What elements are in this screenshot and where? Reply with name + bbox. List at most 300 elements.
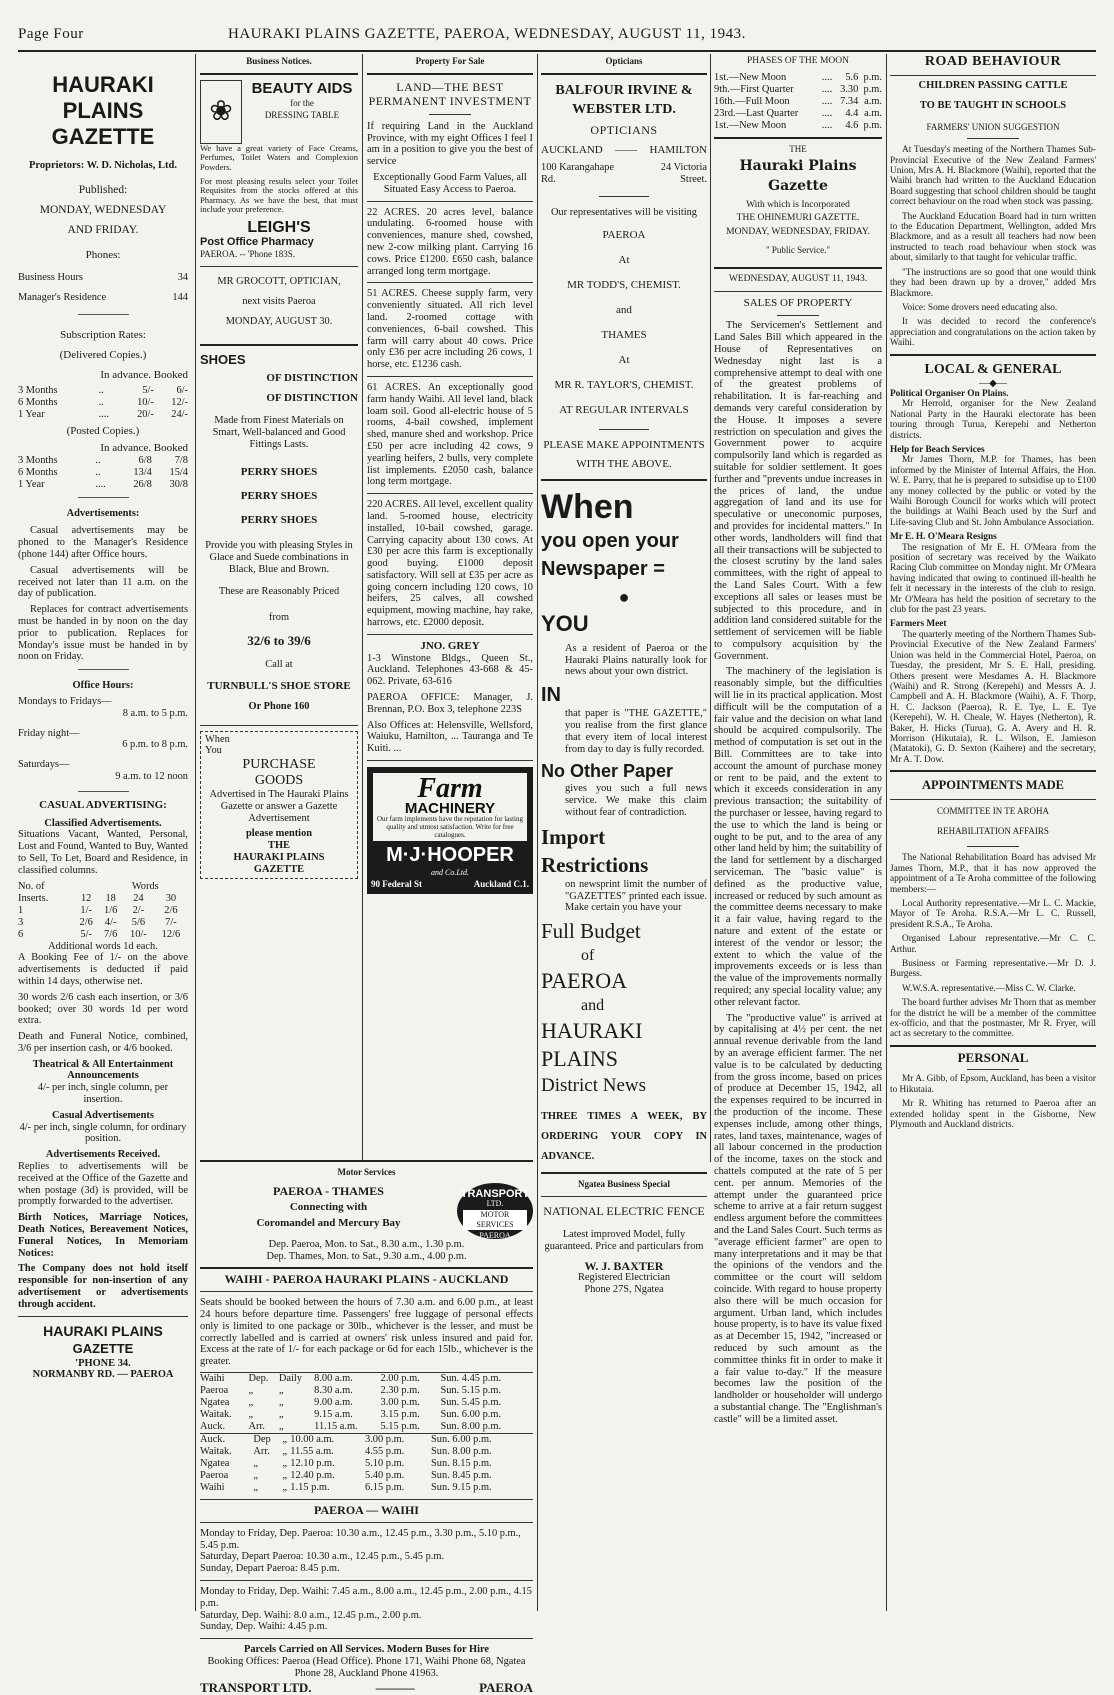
appointments-paragraph: The board further advises Mr Thorn that as member for the district he will be a member of the committee ex-officio, and that the postmaster, Mr R. Fryer, will act as secretary to the committee. bbox=[890, 998, 1096, 1040]
beauty-aids-ad bbox=[200, 80, 358, 144]
baxter-name: W. J. BAXTER bbox=[584, 1258, 664, 1273]
timetable-row-cell: 6.15 p.m. bbox=[365, 1481, 405, 1493]
address-hamilton: 24 Victoria Street. bbox=[660, 162, 707, 186]
moon-phase-row-cell: p.m. bbox=[863, 83, 882, 95]
word-rate-row-cell: 1/6 bbox=[104, 904, 118, 916]
moon-phase-row-cell: 4.4 bbox=[845, 107, 859, 119]
paeroa-word: PAEROA bbox=[541, 968, 627, 994]
divider bbox=[367, 634, 533, 635]
delivered-rate-row-cell: 5/- bbox=[142, 384, 154, 396]
posted-rate-row-cell: .. bbox=[95, 466, 101, 478]
of-distinction: OF DISTINCTION bbox=[266, 392, 358, 405]
timetable-row-cell: Daily bbox=[278, 1372, 302, 1384]
moon-phases-title: PHASES OF THE MOON bbox=[747, 56, 849, 66]
office-hours-time: 9 a.m. to 12 noon bbox=[115, 770, 188, 782]
rate-header: In advance. Booked bbox=[100, 441, 188, 454]
reasonably-priced: These are Reasonably Priced bbox=[218, 585, 340, 597]
days-line2: AND FRIDAY. bbox=[67, 223, 139, 236]
divider bbox=[200, 344, 358, 346]
posted-rate-row-cell: 26/8 bbox=[133, 478, 152, 490]
timetable-row-cell: 9.00 a.m. bbox=[314, 1396, 353, 1408]
moon-phase-row-cell: 1st.—New Moon bbox=[714, 119, 787, 131]
appointments-paragraph: Organised Labour representative.—Mr C. C. Arthur. bbox=[890, 934, 1096, 955]
newsprint-text: on newsprint limit the number of "GAZETTES" printed each issue. Make certain you have your bbox=[565, 878, 707, 914]
phones-label: Phones: bbox=[85, 248, 121, 261]
classified-title: Classified Advertisements. bbox=[44, 817, 162, 829]
timetable-row-cell: „ bbox=[282, 1445, 288, 1457]
moon-phase-row bbox=[714, 108, 882, 120]
word-rate-row bbox=[18, 893, 188, 905]
thames-departure: Dep. Thames, Mon. to Sat., 9.30 a.m., 4.00 p.m. bbox=[266, 1250, 467, 1262]
posted-rate-row-cell: 3 Months bbox=[18, 454, 58, 466]
timetable-row-cell: „ bbox=[248, 1384, 254, 1396]
opticians-label: OPTICIANS bbox=[590, 122, 658, 137]
business-hours-number: 34 bbox=[177, 271, 188, 283]
business-hours-label: Business Hours bbox=[18, 271, 83, 283]
word-rate-row bbox=[18, 917, 188, 929]
gazette-title bbox=[18, 72, 188, 150]
shoes-title: SHOES bbox=[200, 351, 246, 367]
posted-rate-row-cell: 1 Year bbox=[18, 478, 45, 490]
theatrical-title: Theatrical & All Entertainment Announcements bbox=[32, 1058, 174, 1082]
advert-note: Casual advertisements will be received not later than 11 a.m. on the day of publication. bbox=[18, 564, 188, 600]
timetable-row-cell: Waitak. bbox=[200, 1445, 232, 1457]
divider bbox=[429, 114, 471, 115]
pw-schedule: Monday to Friday, Dep. Paeroa: 10.30 a.m., 12.45 p.m., 3.30 p.m., 5.10 p.m., 5.45 p.m. bbox=[200, 1527, 521, 1551]
divider bbox=[890, 354, 1096, 356]
listing-61-acres: 61 ACRES. An exceptionally good farm handy Waihi. All level land, black loam soil. Good all-electric house of 5 rooms, 4-bail cowshed, implement shed, manure shed and workshop. Price £50 per acre including 42 cows, 9 yearling heifers, 2 bulls, very complete list implements. £2050 cash, balance long term mortgage. bbox=[367, 381, 533, 488]
personal-paragraph: Mr A. Gibb, of Epsom, Auckland, has been a visitor to Hikutaia. bbox=[890, 1074, 1096, 1095]
divider bbox=[200, 1638, 533, 1639]
posted-rate-row-cell: 7/8 bbox=[174, 454, 188, 466]
booking-conditions: Seats should be booked between the hours of 7.30 a.m. and 6.00 p.m., at least 24 hours before departure time. Passengers' free luggage of personal effects only is limited to one package or 30lb., whichever is the lesser, and must be correctly labelled and is carried at owners' risk unless insured and paid for. Excess at the rate of 1/- for each package or 6d for each 15lb., whichever is the greater. bbox=[200, 1297, 533, 1368]
divider bbox=[541, 1196, 707, 1197]
visit-town: THAMES bbox=[601, 328, 647, 341]
property-values: Exceptionally Good Farm Values, all Situated Easy Access to Paeroa. bbox=[373, 171, 527, 195]
listing-22-acres: 22 ACRES. 20 acres level, balance undulating. 6-roomed house with conveniences, manure shed, cowshed, new 2-cow milking plant. Carrying 16 cows. Price £1200. £650 cash, balance arranged long term mortgage. bbox=[367, 206, 533, 277]
beauty-text: We have a great variety of Face Creams, Perfumes, Toilet Waters and Complexion Powders. bbox=[200, 142, 358, 172]
theatrical-rate: 4/- per inch, single column, per insertion. bbox=[37, 1082, 169, 1106]
timetable-row-cell: 2.00 p.m. bbox=[380, 1372, 420, 1384]
perry-shoes: PERRY SHOES bbox=[240, 490, 318, 503]
the-label: THE bbox=[789, 143, 807, 154]
posted-rate-row-cell: .... bbox=[95, 478, 106, 490]
divider bbox=[200, 1267, 533, 1269]
public-service-motto: " Public Service." bbox=[765, 244, 831, 255]
additional-words: Additional words 1d each. bbox=[48, 940, 158, 952]
delivered-rate-row-cell: 3 Months bbox=[18, 384, 58, 396]
moon-phase-row bbox=[714, 120, 882, 132]
moon-phase-row-cell: p.m. bbox=[863, 119, 882, 131]
agent-name: JNO. GREY bbox=[420, 639, 480, 652]
district-news: District News bbox=[541, 1075, 647, 1097]
timetable-row bbox=[200, 1409, 533, 1421]
timetable-row-cell: 12.40 p.m. bbox=[290, 1469, 335, 1481]
divider bbox=[200, 1160, 533, 1162]
word-rate-row-cell: 3 bbox=[18, 916, 24, 928]
footer-title: GAZETTE bbox=[72, 1340, 134, 1356]
road-paragraph: It was decided to record the conference's appreciation and congratulations on the action taken by Waihi. bbox=[890, 317, 1096, 349]
timetable-row-cell: Ngatea bbox=[200, 1457, 230, 1469]
moon-phase-row-cell: 9th.—First Quarter bbox=[714, 83, 794, 95]
word-rate-row-cell: 7/6 bbox=[104, 928, 118, 940]
column-rule bbox=[195, 54, 196, 1611]
timetable-row-cell: Sun. 8.45 p.m. bbox=[431, 1469, 492, 1481]
posted-rate-row-cell: 13/4 bbox=[133, 466, 152, 478]
no-of-label: No. of bbox=[18, 880, 45, 892]
word-rate-row-cell: 12 bbox=[80, 892, 92, 904]
pw-schedule: Monday to Friday, Dep. Waihi: 7.45 a.m., 8.00 a.m., 12.45 p.m., 2.00 p.m., 4.15 p.m. bbox=[200, 1585, 532, 1609]
purchase-goods-box bbox=[200, 731, 358, 879]
sales-of-property-title: SALES OF PROPERTY bbox=[743, 296, 853, 309]
listing-51-acres: 51 ACRES. Cheese supply farm, very conveniently situated. All rich level land. 2-roomed cottage with conveniences, 6-bail cowshed. This farm will carry about 40 cows. Price only £36 per acre including 26 cows, 1 horse, etc. £1236 cash. bbox=[367, 288, 533, 371]
divider bbox=[367, 201, 533, 202]
divider bbox=[78, 497, 129, 498]
moon-phase-row bbox=[714, 72, 882, 84]
delivered-rate-row-cell: 1 Year bbox=[18, 408, 45, 420]
divider bbox=[78, 314, 129, 315]
timetable-row-cell: 9.15 a.m. bbox=[314, 1408, 353, 1420]
word-rate-row-cell: 5/- bbox=[80, 928, 92, 940]
timetable-row-cell: Sun. 8.15 p.m. bbox=[431, 1457, 492, 1469]
column-rule bbox=[886, 54, 887, 1611]
delivered-rate-row-cell: 6/- bbox=[176, 384, 188, 396]
moon-phase-row-cell: 3.30 bbox=[840, 83, 859, 95]
gazette-nameplate: Hauraki Plains Gazette bbox=[739, 157, 857, 194]
office-hours-time: 6 p.m. to 8 p.m. bbox=[122, 739, 188, 751]
full-budget: Full Budget bbox=[541, 919, 641, 944]
timetable-row-cell: 11.55 a.m. bbox=[290, 1445, 334, 1457]
moon-phase-row-cell: p.m. bbox=[863, 71, 882, 83]
timetable-row-cell: Ngatea bbox=[200, 1396, 230, 1408]
timetable-row-cell: Sun. 6.00 p.m. bbox=[440, 1408, 502, 1420]
logo-paeroa: PAEROA bbox=[479, 1230, 511, 1240]
news-heading: Political Organiser On Plains. bbox=[890, 388, 1009, 399]
posted-rates bbox=[18, 455, 188, 491]
posted-rate-row bbox=[18, 455, 188, 467]
moon-phase-row-cell: 23rd.—Last Quarter bbox=[714, 107, 799, 119]
news-paragraph: The quarterly meeting of the Northern Thames Sub-Provincial Executive of the New Zealand Farmers' Union was held in the Commercial Hotel, Paeroa, on Tuesday, the president, Mr S. E. Hall, presiding. Others present were Mesdames A. H. Blackmore (Waihi) and R. Strong (Kerepehi) and Messrs A. J. Campbell and A. H. Blackmore (Waihi), A. F. Thorp, H. C. Jackson (Paeroa), R. E. Tye, L. E. Tye (Kerepehi), W. H. Cheale, W. Hayes (Netherton), R. Baker, H. Hicks (Turua), G. A. Avery and H. R. Morrison (Hikutaia), R. L. Wilson, E. Jamieson (Matatoki), G. D. Sexton (Kaihere) and the secretary, Mr A. T. Dow. bbox=[890, 629, 1096, 765]
news-service-text: gives you such a full news service. We make this claim without fear of contradiction. bbox=[565, 783, 707, 818]
divider bbox=[541, 73, 707, 75]
timetable-row-cell: 5.40 p.m. bbox=[365, 1469, 405, 1481]
office-hours-days: Mondays to Fridays— bbox=[18, 695, 112, 707]
delivered-rate-row-cell: 6 Months bbox=[18, 396, 58, 408]
casual-advertising-title: CASUAL ADVERTISING: bbox=[39, 798, 167, 811]
visit-intervals: AT REGULAR INTERVALS bbox=[559, 403, 689, 416]
booking-fee: A Booking Fee of 1/- on the above advertisements is deducted if paid within 14 days, otherwise net. bbox=[18, 952, 188, 987]
delivered-rate-row bbox=[18, 397, 188, 409]
divider bbox=[200, 266, 358, 267]
news-paragraph: Mr James Thorn, M.P. for Thames, has been informed by the Minister of Internal Affairs, the Hon. W. E. Parry, that he is prepared to subsidise up to £100 any money collected by the public or voted by the Waihi Borough Council for works which will protect the buildings at Waihi Beach used by the Surf and Life-saving Club and St. John Ambulance Association. bbox=[890, 455, 1096, 528]
timetable-row-cell: „ bbox=[253, 1457, 259, 1469]
word-rate-row bbox=[18, 905, 188, 917]
and-word: and bbox=[581, 997, 605, 1015]
office-hours-days: Saturdays— bbox=[18, 759, 70, 771]
divider bbox=[200, 1499, 533, 1500]
city-hamilton: HAMILTON bbox=[649, 143, 707, 156]
word-rate-row-cell: 24 bbox=[133, 892, 144, 904]
advert-note: Replaces for contract advertisements must be handed in by noon on the day prior to publication. Replaces for Monday's issue must be handed in by noon on Friday. bbox=[18, 604, 188, 663]
road-paragraph: Voice: Some drovers need educating also. bbox=[902, 302, 1058, 313]
purchase-label: PURCHASE bbox=[242, 757, 316, 773]
divider bbox=[367, 493, 533, 494]
transport-footer: TRANSPORT LTD. ——— PAEROA bbox=[200, 1679, 533, 1695]
word-rate-row-cell: 12/6 bbox=[161, 928, 181, 940]
visit-at: At bbox=[618, 353, 630, 366]
in-headline: IN bbox=[541, 684, 561, 707]
proprietors: Proprietors: W. D. Nicholas, Ltd. bbox=[29, 160, 177, 171]
bullet-dot: ● bbox=[618, 586, 630, 607]
timetable-row-cell: Sun. 8.00 p.m. bbox=[440, 1420, 502, 1432]
waihi-auckland-title: WAIHI - PAEROA HAURAKI PLAINS - AUCKLAND bbox=[224, 1272, 509, 1287]
paeroa-office: PAEROA OFFICE: Manager, J. Brennan, P.O. Box 3, telephone 223S bbox=[367, 692, 533, 715]
footer-phone: 'PHONE 34. bbox=[75, 1357, 131, 1369]
divider bbox=[714, 137, 882, 139]
divider bbox=[714, 291, 882, 292]
footer-title: HAURAKI PLAINS bbox=[43, 1322, 163, 1339]
posted-copies: (Posted Copies.) bbox=[66, 424, 140, 437]
ornament-icon: —◆— bbox=[979, 377, 1007, 389]
listing-220-acres: 220 ACRES. All level, excellent quality land. 5-roomed house, electricity installed, 10-bail cowshed, garage. Carrying capacity about 130 cows. At £30 per acre this farm is exceptionally good buying. £1000 deposit satisfactory. Will sell at £35 per acre as going concern including 120 cows, 10 heifers, 25 calves, all cowshed equipment, mowing machine, hay rake, harrows, etc. £2000 deposit. bbox=[367, 499, 533, 629]
visit-venue: MR TODD'S, CHEMIST. bbox=[567, 278, 681, 291]
column-news bbox=[890, 54, 1096, 1611]
published-label: Published: bbox=[78, 183, 128, 196]
coromandel-mercury: Coromandel and Mercury Bay bbox=[256, 1216, 401, 1229]
shoes-text: Made from Finest Materials on Smart, Well-balanced and Good Fittings Lasts. bbox=[212, 414, 346, 450]
shoes-styles: Provide you with pleasing Styles in Glace and Suede combinations in Black, Blue and Brown. bbox=[205, 540, 353, 575]
subscription-block bbox=[18, 325, 188, 385]
resident-text: As a resident of Paeroa or the Hauraki Plains naturally look for news about your own district. bbox=[565, 642, 707, 678]
masthead: HAURAKI PLAINS GAZETTE, PAEROA, WEDNESDAY, AUGUST 11, 1943. bbox=[228, 26, 746, 42]
timetable-row bbox=[200, 1433, 533, 1446]
timetable-row-cell: 5.15 p.m. bbox=[380, 1420, 420, 1432]
when-label: When bbox=[205, 733, 230, 745]
divider bbox=[599, 429, 649, 430]
city-auckland: AUCKLAND bbox=[541, 143, 603, 156]
road-paragraph: The Auckland Education Board had in turn written to the Education Department, Wellington, added Mrs Blackmore, and as a result all teachers had now been instructed to teach road behaviour when stock was about, similarly to that taught for vehicular traffic. bbox=[890, 211, 1096, 264]
perry-shoes: PERRY SHOES bbox=[240, 466, 318, 479]
divider bbox=[200, 1580, 533, 1581]
timetable-row bbox=[200, 1458, 533, 1470]
word-rate-row-cell: 10/- bbox=[130, 928, 147, 940]
office-hours-time: 8 a.m. to 5 p.m. bbox=[122, 707, 188, 719]
when-headline: When bbox=[541, 487, 634, 526]
appointments-paragraph: Local Authority representative.—Mr L. C. Mackie, Mayor of Te Aroha. R.S.A.—Mr L. C. Russell, president R.S.A., Te Aroha. bbox=[890, 899, 1096, 930]
hooper-street: 90 Federal St bbox=[371, 878, 422, 889]
turnbull-store: TURNBULL'S SHOE STORE bbox=[207, 679, 351, 692]
personal-paragraph: Mr R. Whiting has returned to Paeroa after an extended holiday spent in the Gisborne, New Plymouth and Auckland districts. bbox=[890, 1099, 1096, 1130]
visit-town: PAEROA bbox=[602, 228, 646, 241]
delivered-rate-row bbox=[18, 385, 188, 397]
divider bbox=[890, 1045, 1096, 1047]
casual-adv-title: Casual Advertisements bbox=[52, 1109, 154, 1121]
page-header bbox=[18, 24, 1096, 52]
timetable-row-cell: 11.15 a.m. bbox=[314, 1420, 358, 1432]
timetable-row-cell: „ bbox=[282, 1481, 288, 1493]
ohinemuri-label: THE OHINEMURI GAZETTE. bbox=[736, 213, 860, 224]
moon-phase-row-cell: a.m. bbox=[864, 95, 882, 107]
moon-phase-row bbox=[714, 96, 882, 108]
moon-phase-row-cell: 16th.—Full Moon bbox=[714, 95, 790, 107]
te-aroha-subhead: COMMITTEE IN TE AROHA bbox=[936, 805, 1050, 816]
visit-venue: MR R. TAYLOR'S, CHEMIST. bbox=[554, 378, 694, 391]
delivered-rate-row-cell: 20/- bbox=[137, 408, 154, 420]
rate-header: In advance. Booked bbox=[100, 368, 188, 381]
section-caption: Business Notices. bbox=[246, 56, 312, 66]
purchase-text: Advertised in The Hauraki Plains Gazette or answer a Gazette Advertisement bbox=[209, 789, 349, 824]
appointments-title: APPOINTMENTS MADE bbox=[921, 778, 1065, 793]
motor-services bbox=[200, 1160, 533, 1695]
grocott-visits: next visits Paeroa bbox=[242, 295, 316, 307]
timetable-row-cell: 4.55 p.m. bbox=[365, 1445, 405, 1457]
appointments-paragraph: W.W.S.A. representative.—Miss C. W. Clarke. bbox=[902, 983, 1076, 994]
timetable-row bbox=[200, 1470, 533, 1482]
column-rule bbox=[710, 54, 711, 1162]
office-hours-days: Friday night— bbox=[18, 727, 80, 739]
incorporated-label: With which is Incorporated bbox=[746, 199, 850, 210]
machinery-label: MACHINERY bbox=[404, 800, 496, 818]
editorial-paragraph: The machinery of the legislation is reasonably simple, but the difficulties will lie in its practical application. Most difficult will be the computation of a fair value and the decision on what land should be acquired compulsorily. The method of computation is set out in the Bill. Committees are to take into account the amount of purchase money or rent to be paid, and the extent to which it exceeds consideration in any previous transaction; the suitability of the purchaser or lessee, having regard to the use to which the land is being or ought to be put, and to the area of any other land held by him; the suitability of the land for settlement by a discharged serviceman. The "basic value" is defined as the productive value, increased or reduced by such amount as the committee deems necessary to make it a fair value, having regard to the nature and extent of the estate or interest of the vendor or lessor; the extent to which the value of the improvements exceeds or is less than the value of the improvements normally required; any special locality value; any other relevant factor. bbox=[714, 666, 882, 1008]
baxter-phone: Phone 27S, Ngatea bbox=[584, 1284, 664, 1296]
optician-addresses bbox=[541, 162, 707, 186]
words-label: Words bbox=[131, 880, 159, 892]
you-label: You bbox=[205, 745, 222, 757]
divider bbox=[599, 196, 649, 197]
timetable-row bbox=[200, 1372, 533, 1385]
timetable-row-cell: Paeroa bbox=[200, 1469, 229, 1481]
rehab-subhead: REHABILITATION AFFAIRS bbox=[937, 825, 1049, 836]
advertisements-title: Advertisements: bbox=[66, 507, 140, 519]
of-distinction: OF DISTINCTION bbox=[266, 372, 358, 385]
timetable-row-cell: Auck. bbox=[200, 1433, 226, 1445]
moon-phase-row-cell: 7.34 bbox=[840, 95, 859, 107]
word-rate-row-cell: 2/6 bbox=[79, 916, 93, 928]
delivered-rates bbox=[18, 385, 188, 421]
posted-rate-row-cell: 15/4 bbox=[169, 466, 188, 478]
timetable-row-cell: 8.00 a.m. bbox=[314, 1372, 353, 1384]
moon-phase-row-cell: 4.6 bbox=[845, 119, 859, 131]
column-editorial bbox=[714, 54, 882, 1611]
timetable-row-cell: „ bbox=[282, 1469, 288, 1481]
visit-at: At bbox=[618, 253, 630, 266]
timetable-row-cell: Sun. 5.15 p.m. bbox=[440, 1384, 502, 1396]
section-caption: Motor Services bbox=[337, 1167, 396, 1177]
from-label: from bbox=[268, 611, 290, 623]
divider bbox=[890, 75, 1096, 76]
moon-phase-row-cell: .... bbox=[821, 71, 833, 83]
timetable-row bbox=[200, 1482, 533, 1494]
editorial-date: WEDNESDAY, AUGUST 11, 1943. bbox=[728, 273, 868, 284]
moon-phase-row-cell: .... bbox=[821, 83, 833, 95]
timetable-outbound bbox=[200, 1372, 533, 1433]
pw-schedule: Sunday, Dep. Waihi: 4.45 p.m. bbox=[200, 1621, 328, 1633]
hooper-machinery-ad bbox=[367, 767, 533, 894]
no-other-paper: No Other Paper bbox=[541, 761, 674, 782]
timetable-row-cell: Sun. 9.15 p.m. bbox=[431, 1481, 492, 1493]
timetable-row-cell: „ bbox=[282, 1433, 288, 1445]
timetable-row-cell: Arr. bbox=[253, 1445, 270, 1457]
divider bbox=[200, 725, 358, 726]
word-rates-header bbox=[18, 881, 188, 893]
schools-subhead: TO BE TAUGHT IN SCHOOLS bbox=[919, 100, 1067, 112]
grocott-ad bbox=[200, 272, 358, 332]
personal-title: PERSONAL bbox=[957, 1049, 1029, 1065]
word-rate-row bbox=[18, 929, 188, 941]
subscription-title: Subscription Rates: bbox=[60, 328, 146, 341]
goods-label: GOODS bbox=[254, 773, 304, 789]
appointments-paragraph: Business or Farming representative.—Mr D. J. Burgess. bbox=[890, 959, 1096, 980]
newspaper-headline: Newspaper = bbox=[541, 557, 665, 580]
posted-rate-row-cell: 6 Months bbox=[18, 466, 58, 478]
divider bbox=[890, 799, 1096, 800]
word-rate-row-cell: 5/6 bbox=[131, 916, 146, 928]
editorial-paragraph: The "productive value" is arrived at by capitalising at 4½ per cent. the net annual revenue derivable from the land by an average efficient farmer. The net value is to be calculated by deducting from the gross income, based on prices of produce at December 15, 1942, all the expenses required to be incurred in the production of the income. These expenses include, among other things, rates, land taxes, maintenance, wages of all labour concerned in the production of the income, taxes on the stock and chattels computed at the rate of 5 per cent. per annum. Memories of the attempt under the guaranteed price scheme to arrive at a fair return suggest endless argument before the committees and the Land Sales Court. Such terms as "average efficient farmer" are open to many interpretations and it may be that the opinions of the vendors and the committee or the court will seldom coincide. With regard to house property also there will be much occasion for argument. Urban land, which includes house property, is to have its value fixed as at December 15, 1942, "increased or reduced by such amount as the committee thinks fit in order to make it a fair value to-day." If the measure becomes law the position of the landholder or householder will undergo a substantial change. The "Englishman's castle" will be a limited asset. bbox=[714, 1012, 882, 1425]
pw-schedule: Saturday, Depart Paeroa: 10.30 a.m., 12.45 p.m., 5.45 p.m. bbox=[200, 1551, 445, 1563]
open-headline: you open your bbox=[541, 529, 679, 552]
divider bbox=[367, 376, 533, 377]
moon-phase-row bbox=[714, 84, 882, 96]
thames-departure: Dep. Paeroa, Mon. to Sat., 8.30 a.m., 1.30 p.m. bbox=[268, 1238, 465, 1250]
road-paragraph: At Tuesday's meeting of the Northern Thames Sub-Provincial Executive of the New Zealand Farmers' Union, Mrs A. H. Blackmore (Waihi), reported that the Waihi branch had written to the Auckland Education Board suggesting that school children should be taught correct behaviour on the road when stock was passing. bbox=[890, 145, 1096, 208]
transport-logo bbox=[457, 1183, 533, 1239]
hauraki-word: HAURAKI bbox=[541, 1018, 643, 1044]
the-label: THE bbox=[268, 840, 290, 852]
divider bbox=[367, 73, 533, 75]
news-paragraph: The resignation of Mr E. H. O'Meara from the position of secretary was received by the Waikato Racing Club committee on Monday night. Mr O'Meara having indicated that owing to continued ill-health he felt it necessary in the interests of the club to resign. Mr O'Meara has held the position of secretary to the club for the past 23 years. bbox=[890, 542, 1096, 616]
timetable-row-cell: Arr. bbox=[248, 1420, 265, 1432]
moon-phase-row-cell: .... bbox=[821, 95, 833, 107]
pw-schedule: Sunday, Depart Paeroa: 8.45 p.m. bbox=[200, 1563, 340, 1575]
publication-days bbox=[18, 180, 188, 240]
agent-address: 1-3 Winstone Bldgs., Queen St., Auckland. Telephones 43-668 & 45-062. Private, 63-616 bbox=[367, 652, 533, 688]
timetable-row-cell: „ bbox=[278, 1420, 284, 1432]
appointments-note: PLEASE MAKE APPOINTMENTS WITH THE ABOVE. bbox=[543, 438, 705, 470]
posted-rate-row bbox=[18, 467, 188, 479]
hpg-label: GAZETTE bbox=[253, 863, 305, 875]
divider bbox=[200, 73, 358, 75]
leighs-logo: LEIGH'S bbox=[247, 218, 311, 236]
moon-phase-row-cell: .... bbox=[821, 119, 833, 131]
balfour-title: BALFOUR IRVINE & WEBSTER LTD. bbox=[555, 82, 693, 117]
word-rate-row-cell: Inserts. bbox=[18, 892, 49, 904]
timetable-row-cell: 3.15 p.m. bbox=[380, 1408, 420, 1420]
editorial-paragraph: The Servicemen's Settlement and Land Sales Bill which appeared in the House of Representatives on Wednesday night last is a comprehensive attempt to deal with one of the greatest problems of rehabilitation. It is far-reaching and demands very careful consideration by the House. It imposes a severe restriction on speculation and gives the Government power to acquire compulsorily land which is regarded as suitable for soldier settlement. It goes further and "prevents undue increases in the prices of land, the undue aggregation of land and its use for speculative or uneconomic purposes, and provides for incidental matters." In other words, landholders will find that all their transactions will be subjected to the closest scrutiny by the land sales committees, with the right of appeal to the Land Sales Court. With a few exceptions all sales or leases must be subjected to this procedure, and in addition land considered suitable for the settlement of servicemen will be liable to compulsory acquisition by the Government. bbox=[714, 320, 882, 662]
shoe-price: 32/6 to 39/6 bbox=[247, 633, 311, 649]
column-property-for-sale bbox=[367, 54, 533, 1157]
electric-fence-title: NATIONAL ELECTRIC FENCE bbox=[543, 1203, 705, 1218]
timetable-row-cell: „ bbox=[248, 1396, 254, 1408]
timetable-row-cell: Waihi bbox=[200, 1372, 225, 1384]
column-business-notices bbox=[200, 54, 358, 1157]
visit-and: and bbox=[616, 303, 632, 316]
logo-transport: TRANSPORT bbox=[460, 1187, 530, 1200]
death-notices: Death and Funeral Notice, combined, 3/6 per insertion cash, or 4/6 booked. bbox=[18, 1031, 188, 1054]
timetable-row-cell: 3.00 p.m. bbox=[365, 1433, 405, 1445]
hooper-logo: M·J·HOOPER bbox=[386, 843, 514, 866]
classified-text: Situations Vacant, Wanted, Personal, Lost and Found, Wanted to Buy, Wanted to Sell, To Let, Board and Residence, in classified columns. bbox=[18, 829, 188, 876]
dressing-table: DRESSING TABLE bbox=[264, 109, 340, 120]
timetable-row-cell: 12.10 p.m. bbox=[290, 1457, 335, 1469]
timetable-row-cell: Dep. bbox=[248, 1372, 269, 1384]
timetable-row-cell: „ bbox=[278, 1384, 284, 1396]
delivered-rate-row-cell: 24/- bbox=[171, 408, 188, 420]
delivered-copies: (Delivered Copies.) bbox=[59, 348, 147, 361]
word-rate-row-cell: 1/- bbox=[80, 904, 92, 916]
baxter-trade: Registered Electrician bbox=[577, 1272, 671, 1284]
timetable-row-cell: „ bbox=[282, 1457, 288, 1469]
divider bbox=[200, 1291, 533, 1292]
